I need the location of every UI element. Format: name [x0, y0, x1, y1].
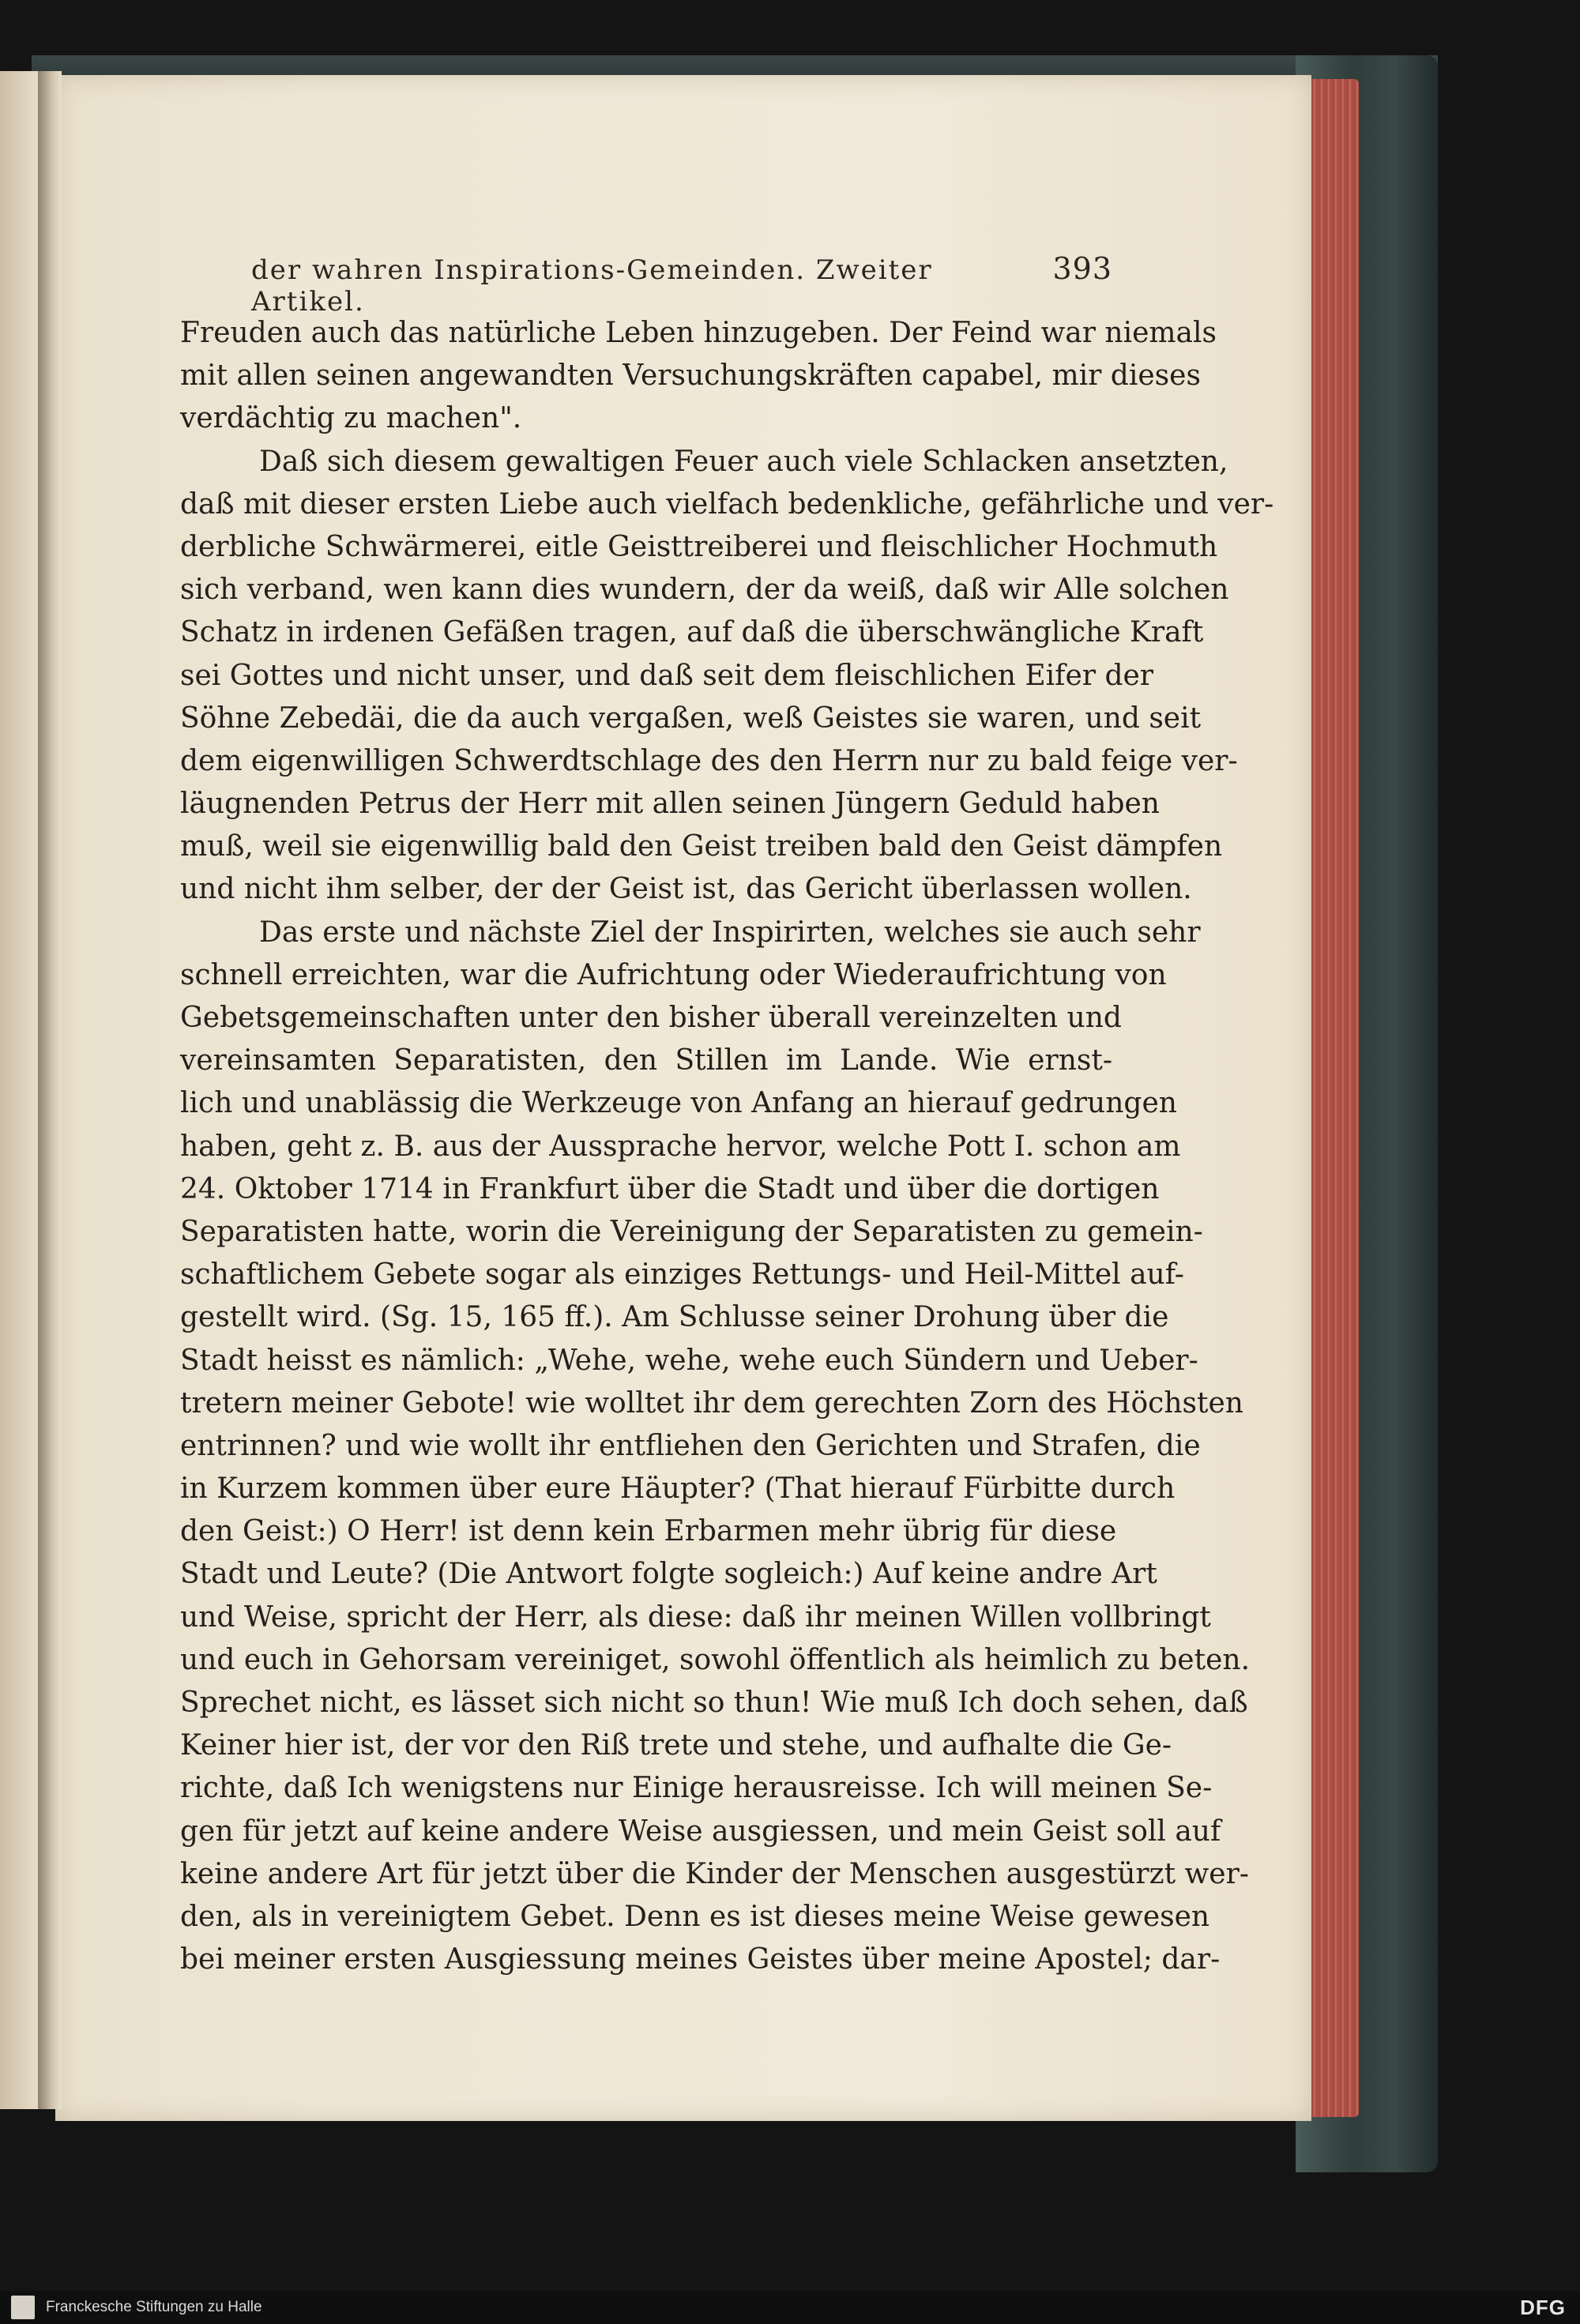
dfg-logo: DFG: [1520, 2296, 1566, 2319]
text-line: Freuden auch das natürliche Leben hinzugeben. Der Feind war niemals: [180, 317, 1217, 349]
text-line: in Kurzem kommen über eure Häupter? (That hierauf Fürbitte durch: [180, 1472, 1176, 1506]
text-line: schaftlichem Gebete sogar als einziges Rettungs- und Heil-Mittel auf-: [180, 1258, 1184, 1292]
text-line: Daß sich diesem gewaltigen Feuer auch viele Schlacken ansetzten,: [259, 445, 1228, 478]
text-line: sei Gottes und nicht unser, und daß seit dem fleischlichen Eifer der: [180, 659, 1154, 692]
text-line: den, als in vereinigtem Gebet. Denn es ist dieses meine Weise gewesen: [180, 1900, 1210, 1933]
text-line: lich und unablässig die Werkzeuge von Anfang an hierauf gedrungen: [180, 1087, 1177, 1120]
text-line: läugnenden Petrus der Herr mit allen seinen Jüngern Geduld haben: [180, 788, 1160, 821]
text-line: Das erste und nächste Ziel der Inspirirten, welches sie auch sehr: [259, 916, 1201, 949]
text-line: entrinnen? und wie wollt ihr entfliehen den Gerichten und Strafen, die: [180, 1429, 1201, 1462]
text-line: Keiner hier ist, der vor den Riß trete und stehe, und aufhalte die Ge-: [180, 1729, 1172, 1762]
text-line: richte, daß Ich wenigstens nur Einige herausreisse. Ich will meinen Se-: [180, 1772, 1213, 1805]
text-line: und nicht ihm selber, der der Geist ist, das Gericht überlassen wollen.: [180, 873, 1192, 906]
text-line: Stadt heisst es nämlich: „Wehe, wehe, wehe euch Sündern und Ueber-: [180, 1344, 1198, 1377]
body-text: [180, 312, 1274, 1981]
text-line: Stadt und Leute? (Die Antwort folgte sogleich:) Auf keine andre Art: [180, 1558, 1157, 1591]
text-line: derbliche Schwärmerei, eitle Geisttreiberei und fleischlicher Hochmuth: [180, 530, 1218, 563]
text-line: Gebetsgemeinschaften unter den bisher überall vereinzelten und: [180, 1002, 1122, 1034]
text-line: daß mit dieser ersten Liebe auch vielfach bedenkliche, gefährliche und ver-: [180, 487, 1274, 521]
text-line: haben, geht z. B. aus der Aussprache hervor, welche Pott I. schon am: [180, 1130, 1181, 1163]
left-page-sliver: [0, 71, 38, 2109]
text-line: 24. Oktober 1714 in Frankfurt über die Stadt und über die dortigen: [180, 1172, 1160, 1205]
text-line: Söhne Zebedäi, die da auch vergaßen, weß Geistes sie waren, und seit: [180, 701, 1202, 735]
running-head: [251, 251, 1112, 318]
text-line: gen für jetzt auf keine andere Weise ausgiessen, und mein Geist soll auf: [180, 1814, 1221, 1848]
text-line: Separatisten hatte, worin die Vereinigung der Separatisten zu gemein-: [180, 1215, 1203, 1248]
text-line: Sprechet nicht, es lässet sich nicht so thun! Wie muß Ich doch sehen, daß: [180, 1687, 1248, 1719]
gutter-shadow: [38, 71, 62, 2109]
text-line: tretern meiner Gebote! wie wolltet ihr dem gerechten Zorn des Höchsten: [180, 1386, 1243, 1420]
running-head-title: der wahren Inspirations-Gemeinden. Zweiter Artikel.: [251, 254, 933, 318]
text-line: den Geist:) O Herr! ist denn kein Erbarmen mehr übrig für diese: [180, 1515, 1117, 1548]
text-line: gestellt wird. (Sg. 15, 165 ff.). Am Schlusse seiner Drohung über die: [180, 1301, 1169, 1334]
footer-credit: Franckesche Stiftungen zu Halle: [46, 2299, 262, 2315]
text-line: und euch in Gehorsam vereiniget, sowohl öffentlich als heimlich zu beten.: [180, 1643, 1251, 1676]
text-line: mit allen seinen angewandten Versuchungskräften capabel, mir dieses: [180, 359, 1201, 393]
text-line: und Weise, spricht der Herr, als diese: daß ihr meinen Willen vollbringt: [180, 1600, 1211, 1634]
text-line: bei meiner ersten Ausgiessung meines Geistes über meine Apostel; dar-: [180, 1943, 1221, 1976]
text-line: muß, weil sie eigenwillig bald den Geist treiben bald den Geist dämpfen: [180, 830, 1223, 863]
text-line: vereinsamten Separatisten, den Stillen im Lande. Wie ernst-: [180, 1044, 1112, 1077]
footer-bar: [0, 2291, 1580, 2324]
text-line: keine andere Art für jetzt über die Kinder der Menschen ausgestürzt wer-: [180, 1857, 1249, 1890]
text-line: verdächtig zu machen".: [180, 402, 522, 435]
page-number: 393: [1052, 251, 1112, 286]
text-line: schnell erreichten, war die Aufrichtung oder Wiederaufrichtung von: [180, 958, 1167, 991]
text-line: Schatz in irdenen Gefäßen tragen, auf daß die überschwängliche Kraft: [180, 616, 1204, 649]
library-logo-icon: [11, 2296, 35, 2319]
text-line: sich verband, wen kann dies wundern, der da weiß, daß wir Alle solchen: [180, 573, 1229, 607]
text-line: dem eigenwilligen Schwerdtschlage des den Herrn nur zu bald feige ver-: [180, 744, 1238, 777]
